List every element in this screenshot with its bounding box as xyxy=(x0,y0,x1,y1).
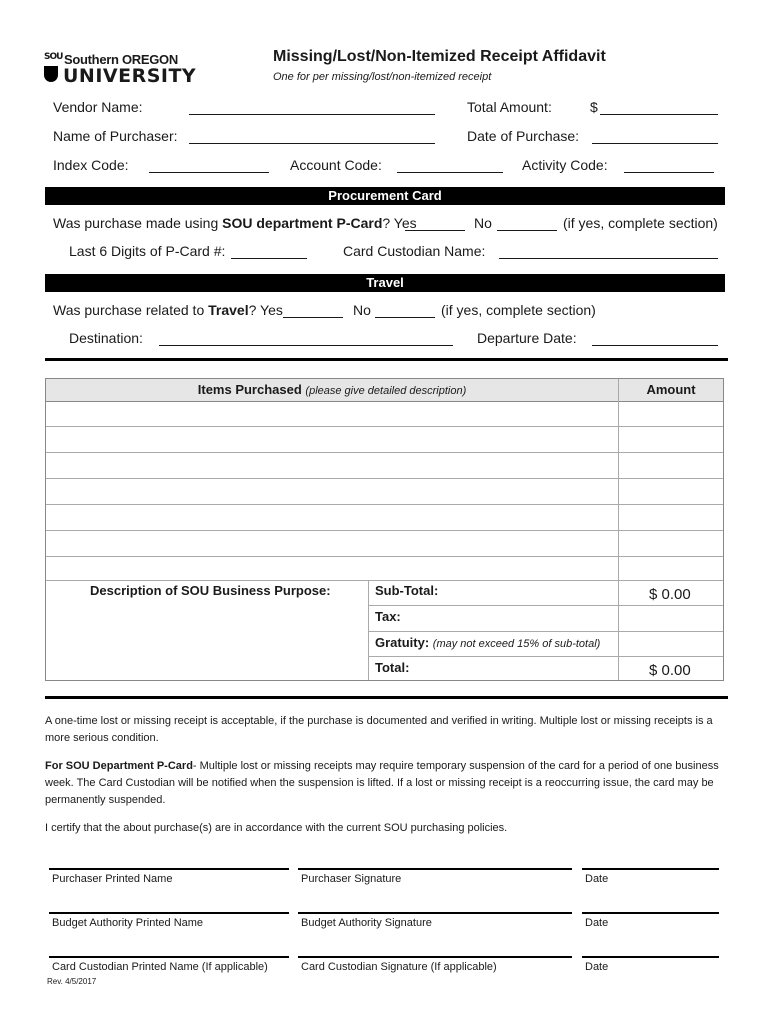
business-purpose-label: Description of SOU Business Purpose: xyxy=(90,583,331,598)
budget-authority-printed-name-line[interactable] xyxy=(49,912,289,914)
dollar-sign: $ xyxy=(590,99,598,115)
amount-header: Amount xyxy=(619,379,723,402)
pcard-question-bold: SOU department P-Card xyxy=(222,215,383,231)
logo-line1: Southern OREGON xyxy=(64,52,178,67)
card-custodian-date-line[interactable] xyxy=(582,956,719,958)
travel-note: (if yes, complete section) xyxy=(441,302,596,318)
budget-authority-signature-label: Budget Authority Signature xyxy=(301,917,432,929)
policy-paragraph-2-rest: - Multiple lost or missing receipts may require temporary suspension of the card for a period of one business week. The Card Custodian will be notified when the suspension is lifted. If a lost or missing receipt is a reoccurring issue, the card may be permanently suspended. xyxy=(45,760,719,806)
items-header-note: (please give detailed description) xyxy=(305,385,467,397)
subtotal-label: Sub-Total: xyxy=(375,583,439,598)
travel-question xyxy=(53,302,283,318)
destination-label: Destination: xyxy=(69,330,143,346)
item-row-6[interactable] xyxy=(46,531,618,556)
purchaser-name-field[interactable] xyxy=(189,143,435,144)
revision-date: Rev. 4/5/2017 xyxy=(47,977,97,986)
account-code-field[interactable] xyxy=(397,172,503,173)
subtotal-value[interactable]: $ 0.00 xyxy=(649,586,691,603)
travel-question-post: ? Yes xyxy=(248,302,283,318)
account-code-label: Account Code: xyxy=(290,157,382,173)
card-custodian-signature-line[interactable] xyxy=(298,956,572,958)
card-custodian-printed-name-label: Card Custodian Printed Name (If applicable) xyxy=(52,961,268,973)
total-amount-field[interactable] xyxy=(600,114,718,115)
purchase-date-label: Date of Purchase: xyxy=(467,128,580,144)
purchaser-printed-name-label: Purchaser Printed Name xyxy=(52,873,173,885)
gratuity-row xyxy=(375,635,600,650)
logo-line2: UNIVERSITY xyxy=(63,65,197,87)
sou-logo xyxy=(44,52,197,88)
section-divider xyxy=(45,358,728,361)
purchaser-signature-label: Purchaser Signature xyxy=(301,873,402,885)
logo-mark xyxy=(44,52,63,86)
pcard-no-field[interactable] xyxy=(497,230,557,231)
card-custodian-label: Card Custodian Name: xyxy=(343,243,486,259)
item-row-4[interactable] xyxy=(46,479,618,504)
item-row-7[interactable] xyxy=(46,557,618,580)
items-header xyxy=(46,379,618,402)
pcard-question xyxy=(53,215,417,231)
card-custodian-signature-label: Card Custodian Signature (If applicable) xyxy=(301,961,497,973)
pcard-note: (if yes, complete section) xyxy=(563,215,718,231)
card-custodian-date-label: Date xyxy=(585,961,609,973)
form-subtitle: One for per missing/lost/non-itemized receipt xyxy=(273,71,492,83)
procurement-card-header: Procurement Card xyxy=(45,187,725,205)
budget-authority-date-label: Date xyxy=(585,917,609,929)
policy-paragraph-2-bold: For SOU Department P-Card xyxy=(45,760,193,772)
activity-code-label: Activity Code: xyxy=(522,157,608,173)
budget-authority-date-line[interactable] xyxy=(582,912,719,914)
index-code-label: Index Code: xyxy=(53,157,129,173)
purchaser-signature-line[interactable] xyxy=(298,868,572,870)
items-table xyxy=(45,378,724,681)
card-custodian-printed-name-line[interactable] xyxy=(49,956,289,958)
card-custodian-field[interactable] xyxy=(499,258,718,259)
pcard-question-post: ? Yes xyxy=(382,215,417,231)
item-row-1[interactable] xyxy=(46,402,618,426)
departure-date-label: Departure Date: xyxy=(477,330,577,346)
policy-paragraph-1: A one-time lost or missing receipt is acceptable, if the purchase is documented and verified in writing. Multiple lost or missing receipts is a more serious condition. xyxy=(45,715,713,744)
departure-date-field[interactable] xyxy=(592,345,718,346)
purchaser-name-label: Name of Purchaser: xyxy=(53,128,178,144)
vendor-name-label: Vendor Name: xyxy=(53,99,143,115)
gratuity-note: (may not exceed 15% of sub-total) xyxy=(432,638,601,650)
items-header-label: Items Purchased xyxy=(197,382,302,397)
destination-field[interactable] xyxy=(159,345,453,346)
tax-value-field[interactable] xyxy=(619,606,723,631)
travel-header: Travel xyxy=(45,274,725,292)
index-code-field[interactable] xyxy=(149,172,269,173)
travel-question-bold: Travel xyxy=(208,302,249,318)
pcard-no-label: No xyxy=(474,215,492,231)
pcard-last6-label: Last 6 Digits of P-Card #: xyxy=(69,243,226,259)
pcard-last6-field[interactable] xyxy=(231,258,307,259)
total-label: Total: xyxy=(375,660,410,675)
travel-no-label: No xyxy=(353,302,371,318)
travel-yes-field[interactable] xyxy=(283,317,343,318)
item-row-2[interactable] xyxy=(46,427,618,452)
purchaser-date-line[interactable] xyxy=(582,868,719,870)
pcard-yes-field[interactable] xyxy=(405,230,465,231)
certification-statement: I certify that the about purchase(s) are in accordance with the current SOU purchasing policies. xyxy=(45,822,508,834)
vendor-name-field[interactable] xyxy=(189,114,435,115)
purchaser-printed-name-line[interactable] xyxy=(49,868,289,870)
budget-authority-printed-name-label: Budget Authority Printed Name xyxy=(52,917,204,929)
tax-label: Tax: xyxy=(375,609,401,624)
form-title: Missing/Lost/Non-Itemized Receipt Affidavit xyxy=(273,48,606,65)
pcard-question-pre: Was purchase made using xyxy=(53,215,223,231)
total-value[interactable]: $ 0.00 xyxy=(649,662,691,679)
total-amount-label: Total Amount: xyxy=(467,99,552,115)
table-divider xyxy=(45,696,728,699)
item-row-5[interactable] xyxy=(46,505,618,530)
travel-question-pre: Was purchase related to xyxy=(53,302,209,318)
gratuity-label: Gratuity: xyxy=(375,635,430,650)
policy-paragraph-2 xyxy=(45,758,725,809)
budget-authority-signature-line[interactable] xyxy=(298,912,572,914)
gratuity-value-field[interactable] xyxy=(619,632,723,656)
activity-code-field[interactable] xyxy=(624,172,714,173)
purchase-date-field[interactable] xyxy=(592,143,718,144)
item-row-3[interactable] xyxy=(46,453,618,478)
logo-mark-text: SOU xyxy=(44,52,63,62)
travel-no-field[interactable] xyxy=(375,317,435,318)
purchaser-date-label: Date xyxy=(585,873,609,885)
